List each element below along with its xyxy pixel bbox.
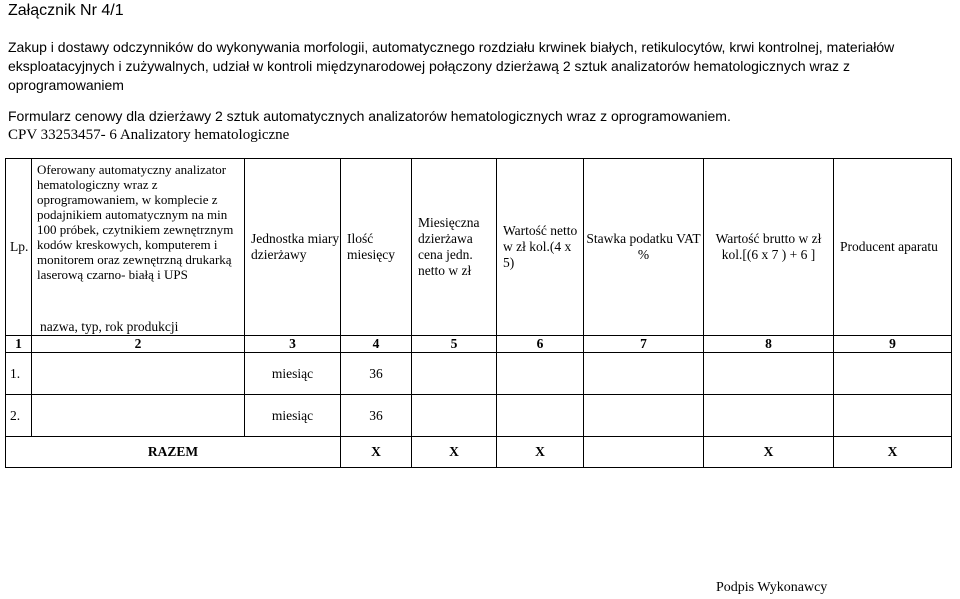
header-offer-subtitle: nazwa, typ, rok produkcji: [40, 319, 179, 334]
row-gross-value-cell[interactable]: [704, 353, 834, 395]
row-net-value-cell[interactable]: [497, 395, 584, 437]
row-net-value-cell[interactable]: [497, 353, 584, 395]
column-number: 6: [497, 336, 584, 353]
row-gross-value-cell[interactable]: [704, 395, 834, 437]
table-row: [6, 353, 952, 395]
row-producer-cell[interactable]: [834, 395, 952, 437]
row-offer-cell[interactable]: [32, 353, 245, 395]
column-number: 2: [32, 336, 245, 353]
total-producer: X: [834, 437, 952, 468]
row-lp: 2.: [6, 395, 32, 437]
column-number: 9: [834, 336, 952, 353]
row-vat-cell[interactable]: [584, 395, 704, 437]
price-form-table: [5, 158, 952, 468]
column-number: 8: [704, 336, 834, 353]
table-row: [6, 395, 952, 437]
header-lp: Lp.: [6, 159, 32, 336]
header-gross-value: Wartość brutto w zł kol.[(6 x 7 ) + 6 ]: [704, 159, 834, 336]
header-monthly-price: Miesięczna dzierżawa cena jedn. netto w zł: [412, 159, 497, 336]
contractor-signature: Podpis Wykonawcy: [716, 580, 828, 595]
total-gross: X: [704, 437, 834, 468]
column-number: 1: [6, 336, 32, 353]
total-label: RAZEM: [6, 437, 341, 468]
total-monthly: X: [412, 437, 497, 468]
cpv-code: CPV 33253457- 6 Analizatory hematologiczne: [8, 127, 290, 143]
row-lp: 1.: [6, 353, 32, 395]
total-net: X: [497, 437, 584, 468]
total-vat-cell[interactable]: [584, 437, 704, 468]
header-producer: Producent aparatu: [834, 159, 952, 336]
header-vat: Stawka podatku VAT %: [584, 159, 704, 336]
column-number-row: [6, 336, 952, 353]
procurement-description: Zakup i dostawy odczynników do wykonywania morfologii, automatycznego rozdziału krwinek białych, retikulocytów, krwi kontrolnej, materiałów eksploatacyjnych i zużywalnych, udział w kontroli międzynarodowej połączony dzierżawą 2 sztuk analizatorów hematologicznych wraz z oprogramowaniem: [8, 39, 895, 93]
row-monthly-price-cell[interactable]: [412, 353, 497, 395]
column-number: 5: [412, 336, 497, 353]
header-net-value: Wartość netto w zł kol.(4 x 5): [497, 159, 584, 336]
column-number: 3: [245, 336, 341, 353]
row-monthly-price-cell[interactable]: [412, 395, 497, 437]
header-row: [6, 159, 952, 336]
attachment-number: Załącznik Nr 4/1: [8, 2, 124, 19]
row-offer-cell[interactable]: [32, 395, 245, 437]
header-unit: Jednostka miary dzierżawy: [245, 159, 341, 336]
row-unit: miesiąc: [245, 353, 341, 395]
row-unit: miesiąc: [245, 395, 341, 437]
column-number: 7: [584, 336, 704, 353]
row-qty: 36: [341, 353, 412, 395]
total-qty: X: [341, 437, 412, 468]
row-vat-cell[interactable]: [584, 353, 704, 395]
column-number: 4: [341, 336, 412, 353]
form-title: Formularz cenowy dla dzierżawy 2 sztuk automatycznych analizatorów hematologicznych wraz z oprogramowaniem.: [8, 108, 731, 124]
header-qty: Ilość miesięcy: [341, 159, 412, 336]
total-row: [6, 437, 952, 468]
header-offer: [32, 159, 245, 336]
header-offer-description: Oferowany automatyczny analizator hematologiczny wraz z oprogramowaniem, w komplecie z podajnikiem automatycznym na min 100 próbek, czytnikiem zewnętrznym kodów kreskowych, komputerem i monitorem oraz zewnętrzną drukarką laserową czarno- białą i UPS: [37, 162, 234, 282]
row-producer-cell[interactable]: [834, 353, 952, 395]
row-qty: 36: [341, 395, 412, 437]
